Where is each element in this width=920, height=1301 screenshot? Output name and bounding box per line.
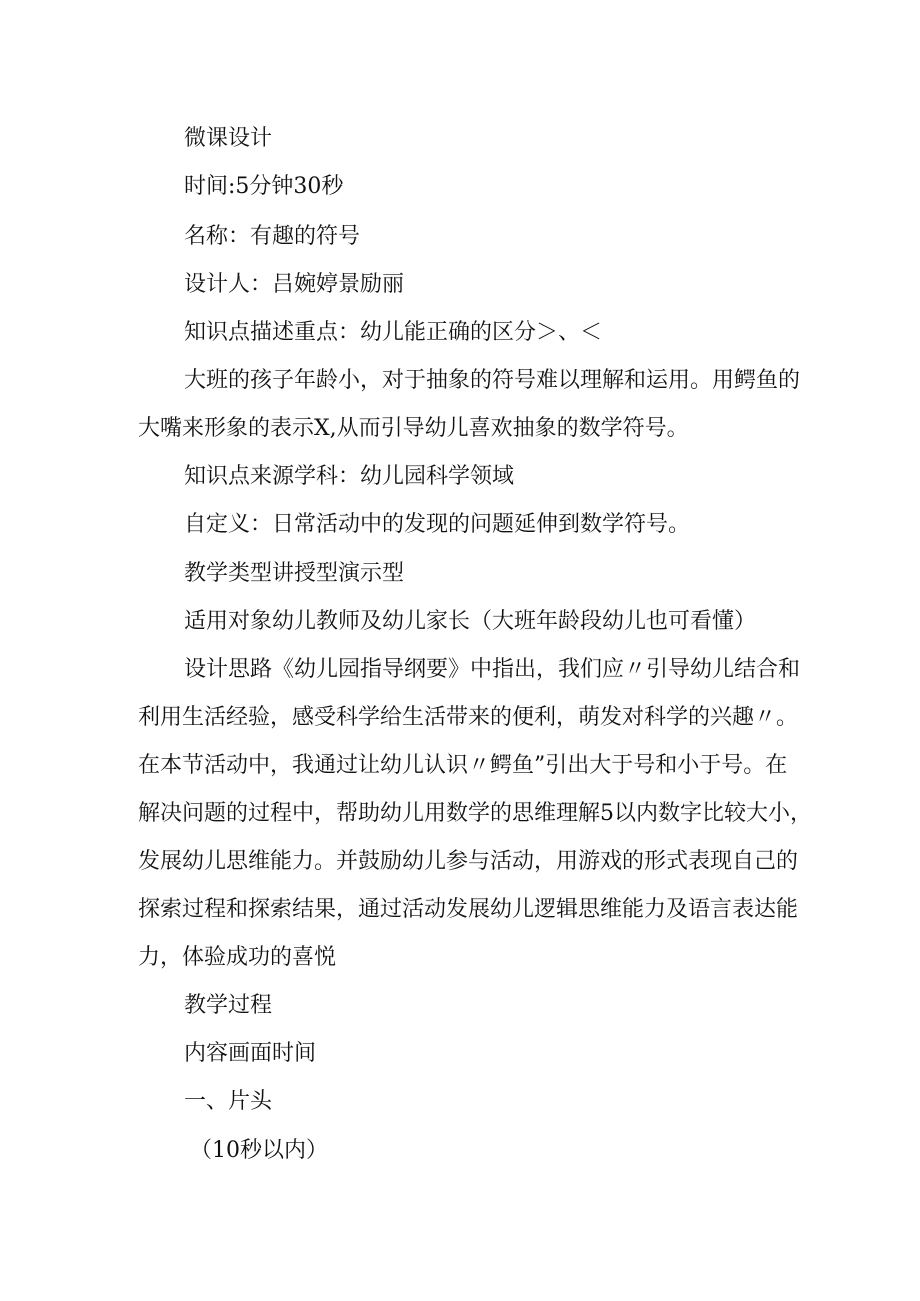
design-line-1: 设计思路《幼儿园指导纲要》中指出，我们应〃引导幼儿结合和	[184, 657, 801, 682]
time-line: 时间:5分钟30秒	[184, 174, 344, 199]
definition-line: 自定义：日常活动中的发现的问题延伸到数学符号。	[184, 512, 691, 537]
content-heading: 内容画面时间	[184, 1041, 317, 1066]
designer-line: 设计人：吕婉婷景励丽	[184, 272, 405, 297]
source-line: 知识点来源学科：幼儿园科学领域	[184, 464, 515, 489]
doc-title: 微课设计	[184, 126, 273, 151]
design-line-4: 解决问题的过程中，帮助幼儿用数学的思维理解5以内数字比较大小，	[138, 801, 812, 826]
design-line-6: 探索过程和探索结果，通过活动发展幼儿逻辑思维能力及语言表达能	[138, 897, 799, 922]
knowledge-focus-line: 知识点描述重点：幼儿能正确的区分＞、＜	[184, 320, 603, 345]
design-line-7: 力，体验成功的喜悦	[138, 945, 337, 970]
description-line-1: 大班的孩子年龄小，对于抽象的符号难以理解和运用。用鳄鱼的	[184, 368, 801, 393]
design-line-3: 在本节活动中，我通过让幼儿认识〃鳄鱼”引出大于号和小于号。在	[138, 753, 788, 778]
audience-line: 适用对象幼儿教师及幼儿家长（大班年龄段幼儿也可看懂）	[184, 609, 757, 634]
process-heading: 教学过程	[184, 993, 273, 1018]
teaching-type-line: 教学类型讲授型演示型	[184, 561, 405, 586]
name-line: 名称：有趣的符号	[184, 224, 361, 249]
description-line-2: 大嘴来形象的表示X,从而引导幼儿喜欢抽象的数学符号。	[138, 416, 689, 441]
section-one-heading: 一、片头	[184, 1089, 273, 1114]
design-line-5: 发展幼儿思维能力。并鼓励幼儿参与活动，用游戏的形式表现自己的	[138, 849, 799, 874]
design-line-2: 利用生活经验，感受科学给生活带来的便利，萌发对科学的兴趣〃。	[138, 705, 799, 730]
section-one-time: （10秒以内）	[190, 1138, 328, 1163]
